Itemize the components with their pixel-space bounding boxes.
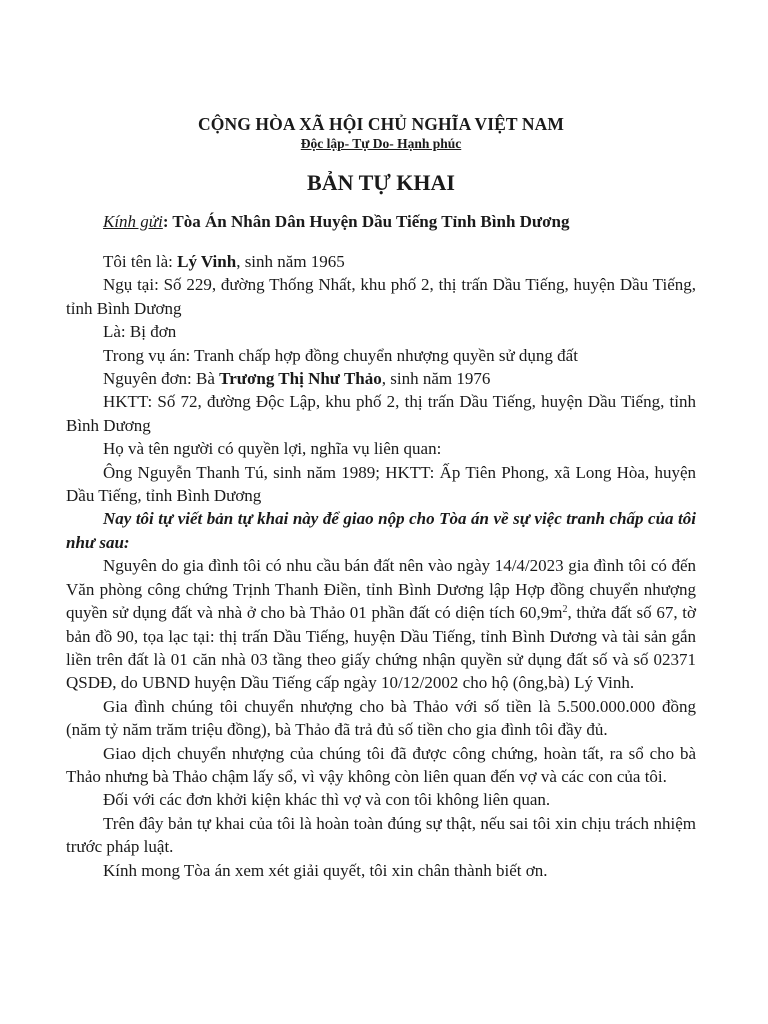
- statement-paragraph-1: [66, 554, 696, 694]
- plaintiff-line: [66, 367, 696, 390]
- plaintiff-birth-year: , sinh năm 1976: [381, 369, 491, 389]
- recipient-separator: :: [162, 212, 173, 231]
- recipient-label: Kính gửi: [103, 212, 163, 231]
- statement-paragraph-4: Đối với các đơn khởi kiện khác thì vợ và con tôi không liên quan.: [103, 790, 551, 810]
- national-motto: Độc lập- Tự Do- Hạnh phúc: [300, 136, 462, 151]
- square-meter-superscript: 2: [562, 604, 568, 616]
- declarant-name: Lý Vinh: [177, 252, 237, 271]
- declarant-residence: Ngụ tại: Số 229, đường Thống Nhất, khu phố 2, thị trấn Dầu Tiếng, huyện Dầu Tiếng, tỉnh Bình Dương: [66, 275, 696, 318]
- declarant-name-line: [66, 250, 696, 273]
- document-title: BẢN TỰ KHAI: [307, 170, 455, 195]
- related-party-heading: Họ và tên người có quyền lợi, nghĩa vụ liên quan:: [103, 439, 442, 459]
- recipient-target: Tòa Án Nhân Dân Huyện Dầu Tiếng Tỉnh Bình Dương: [172, 212, 570, 231]
- statement-paragraph-5: Trên đây bản tự khai của tôi là hoàn toàn đúng sự thật, nếu sai tôi xin chịu trách nhiệm trước pháp luật.: [66, 813, 696, 857]
- statement-paragraph-2: Gia đình chúng tôi chuyển nhượng cho bà Thảo với số tiền là 5.500.000.000 đồng (năm tỷ năm trăm triệu đồng), bà Thảo đã trả đủ số tiền cho gia đình tôi đầy đủ.: [66, 696, 696, 740]
- plaintiff-address: HKTT: Số 72, đường Độc Lập, khu phố 2, thị trấn Dầu Tiếng, huyện Dầu Tiếng, tỉnh Bình Dương: [66, 392, 696, 435]
- statement-closing: Kính mong Tòa án xem xét giải quyết, tôi xin chân thành biết ơn.: [103, 860, 548, 880]
- declarant-birth-year: , sinh năm 1965: [236, 252, 345, 271]
- declaration-body: [66, 250, 696, 882]
- plaintiff-prefix: Nguyên đơn: Bà: [103, 369, 220, 389]
- case-description: Trong vụ án: Tranh chấp hợp đồng chuyển nhượng quyền sử dụng đất: [103, 345, 578, 365]
- document-content: [66, 113, 696, 882]
- statement-p1-part1: Nguyên do gia đình tôi có nhu cầu bán đất nên vào ngày 14/4/2023 gia đình tôi có đến Văn phòng công chứng Trịnh Thanh Điền, tỉnh Bình Dương lập Hợp đồng chuyển nhượng quyền sử dụng đất và nhà ở cho bà Thảo 01 phần đất có diện tích 60,9m: [66, 556, 696, 623]
- statement-intro: Nay tôi tự viết bản tự khai này để giao nộp cho Tòa án về sự việc tranh chấp của tôi như sau:: [66, 509, 696, 552]
- declarant-name-prefix: Tôi tên là:: [103, 252, 178, 271]
- recipient-line: [66, 211, 696, 233]
- statement-p1-part2: , thửa đất số 67, tờ bản đồ 90, tọa lạc tại: thị trấn Dầu Tiếng, huyện Dầu Tiếng, tỉnh Bình Dương và tài sản gắn liền trên đất là 01 căn nhà 03 tầng theo giấy chứng nhận quyền sử dụng đất số và số 02371 QSDĐ, do UBND huyện Dầu Tiếng cấp ngày 10/12/2002 cho hộ (ông,bà) Lý Vinh.: [66, 603, 696, 693]
- declarant-role: Là: Bị đơn: [103, 322, 177, 342]
- plaintiff-name: Trương Thị Như Thảo: [219, 369, 382, 389]
- national-title: CỘNG HÒA XÃ HỘI CHỦ NGHĨA VIỆT NAM: [198, 114, 564, 134]
- statement-paragraph-3: Giao dịch chuyển nhượng của chúng tôi đã được công chứng, hoàn tất, ra sổ cho bà Thảo nhưng bà Thảo chậm lấy sổ, vì vậy không còn liên quan đến vợ và các con của tôi.: [66, 743, 696, 786]
- related-party-details: Ông Nguyễn Thanh Tú, sinh năm 1989; HKTT: Ấp Tiên Phong, xã Long Hòa, huyện Dầu Tiếng, tỉnh Bình Dương: [66, 462, 696, 506]
